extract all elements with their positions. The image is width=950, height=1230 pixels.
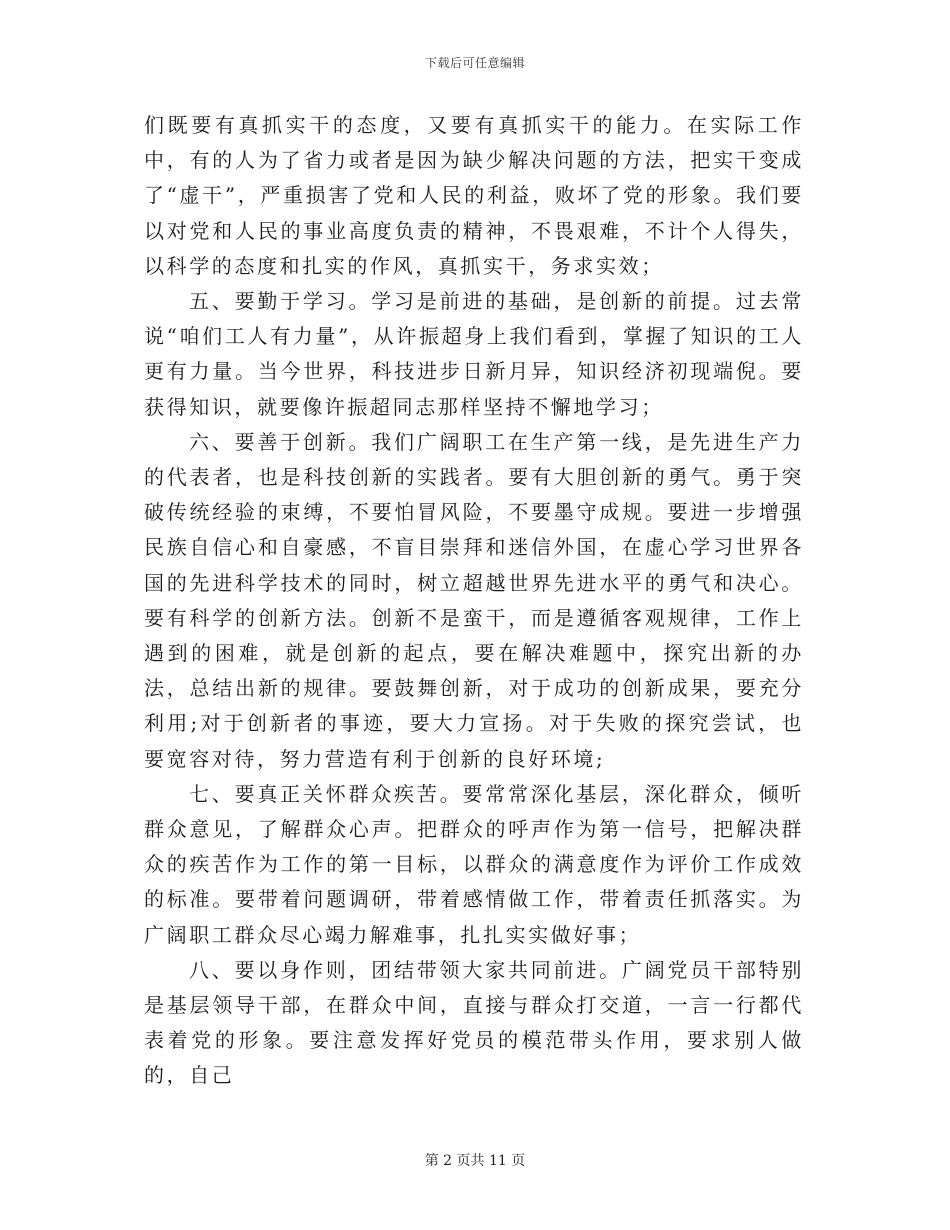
paragraph-section-seven: 七、要真正关怀群众疾苦。要常常深化基层，深化群众，倾听群众意见，了解群众心声。把群众的呼声作为第一信号，把解决群众的疾苦作为工作的第一目标，以群众的满意度作为评价工作成效的标准。要带着问题调研，带着感情做工作，带着责任抓落实。为广阔职工群众尽心竭力解难事，扎扎实实做好事； <box>144 781 804 947</box>
paragraph-continued: 们既要有真抓实干的态度，又要有真抓实干的能力。在实际工作中，有的人为了省力或者是因为缺少解决问题的方法，把实干变成了“虚干”，严重损害了党和人民的利益，败坏了党的形象。我们要以对党和人民的事业高度负责的精神，不畏艰难，不计个人得失，以科学的态度和扎实的作风，真抓实干，务求实效； <box>144 113 804 278</box>
paragraph-section-six: 六、要善于创新。我们广阔职工在生产第一线，是先进生产力的代表者，也是科技创新的实践者。要有大胆创新的勇气。勇于突破传统经验的束缚，不要怕冒风险，不要墨守成规。要进一步增强民族自信心和自豪感，不盲目崇拜和迷信外国，在虚心学习世界各国的先进科学技术的同时，树立超越世界先进水平的勇气和决心。要有科学的创新方法。创新不是蛮干，而是遵循客观规律，工作上遇到的困难，就是创新的起点，要在解决难题中，探究出新的办法，总结出新的规律。要鼓舞创新，对于成功的创新成果，要充分利用;对于创新者的事迹，要大力宣扬。对于失败的探究尝试，也要宽容对待，努力营造有利于创新的良好环境; <box>144 429 804 771</box>
page-number: 第 2 页共 11 页 <box>424 1153 526 1169</box>
document-body <box>144 108 804 1094</box>
page-header: 下载后可任意编辑 <box>424 56 525 70</box>
paragraph-section-five: 五、要勤于学习。学习是前进的基础，是创新的前提。过去常说“咱们工人有力量”，从许振超身上我们看到，掌握了知识的工人更有力量。当今世界，科技进步日新月异，知识经济初现端倪。要获得知识，就要像许振超同志那样坚持不懈地学习； <box>144 289 804 419</box>
paragraph-section-eight: 八、要以身作则，团结带领大家共同前进。广阔党员干部特别是基层领导干部，在群众中间，直接与群众打交道，一言一行都代表着党的形象。要注意发挥好党员的模范带头作用，要求别人做的，自己 <box>144 957 804 1088</box>
